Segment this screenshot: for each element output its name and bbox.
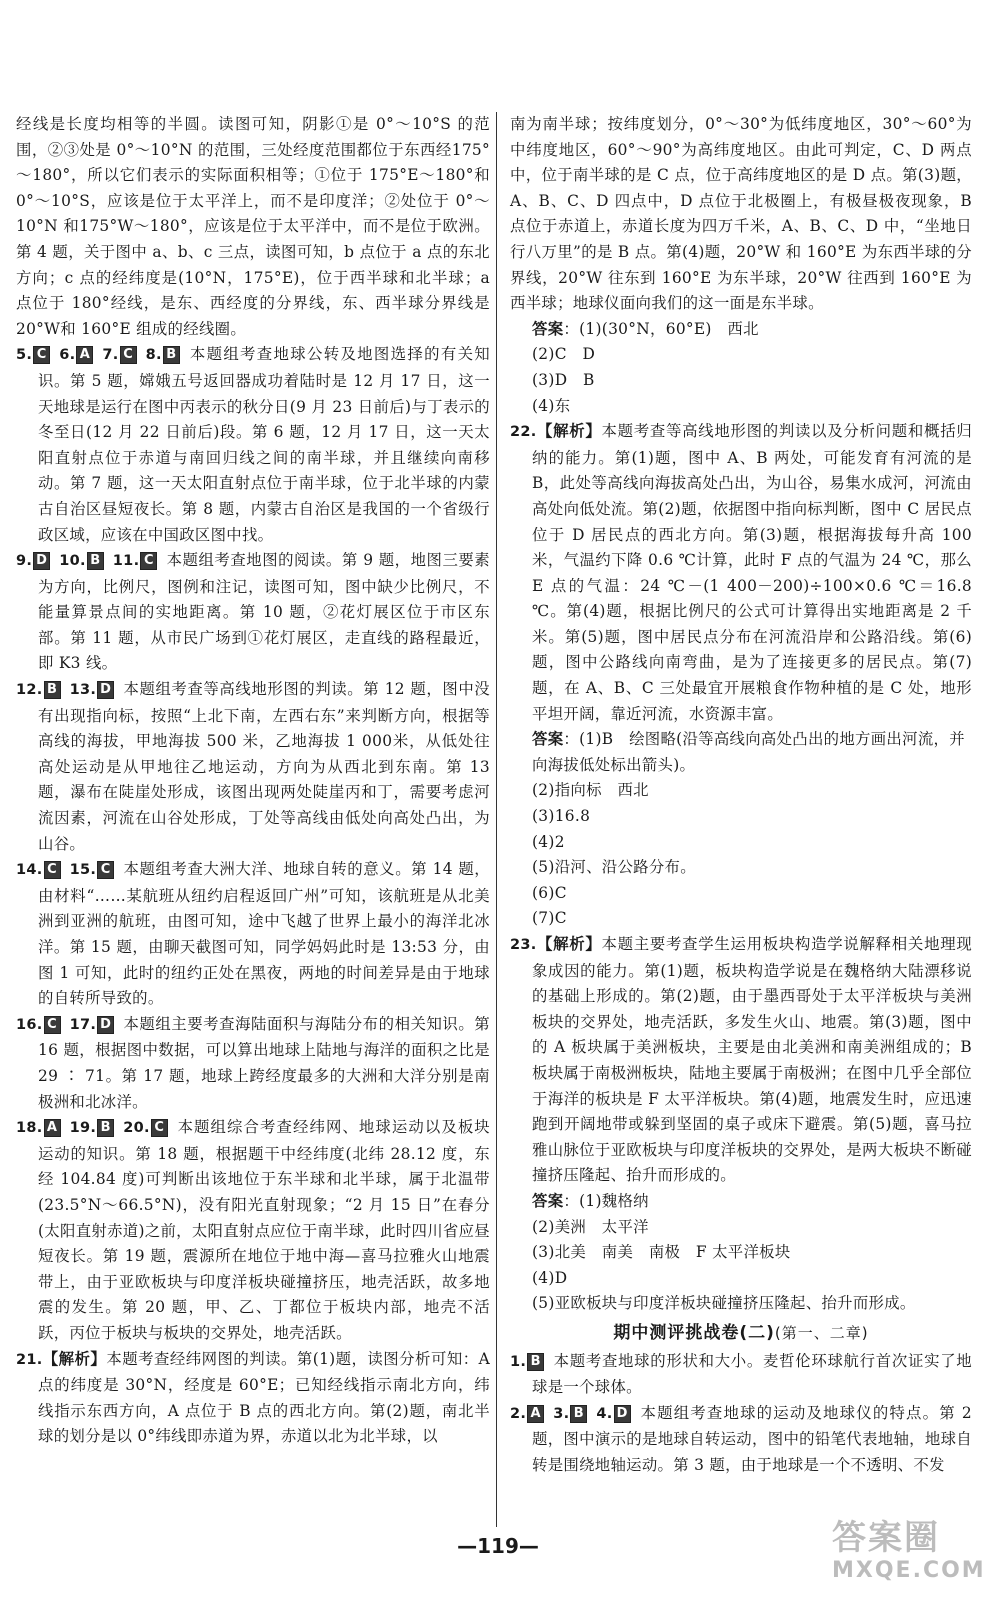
answer-line: (6)C: [532, 883, 567, 902]
answer-choice-box: C: [120, 346, 137, 364]
answer-line: (3)16.8: [532, 807, 591, 826]
answer-choice-box: B: [163, 346, 180, 364]
q21-continued-text: 南为南半球；按纬度划分，0°～30°为低纬度地区，30°～60°为中纬度地区，60°～90°为高纬度地区。由此可判定，C、D 两点中，位于南半球的是 C 点，位于高纬度地区的是 D 点。第(3)题，A、B、C、D 四点中，D 点位于北极圈上，有极昼极夜现象，B 点位于赤道上，赤道长度为四万千米，A、B、C、D 中，“坐地日行八万里”的是 B 点。第(4)题，20°W 和 160°E 为东西半球的分界线，20°W 往东到 160°E 为东半球，20°W 往西到 160°E 为西半球；地球仪面向我们的这一面是东半球。: [510, 115, 972, 313]
answer-line: (4)2: [532, 832, 565, 851]
q23-answer-block: [510, 1189, 972, 1317]
question-number: 3.: [553, 1405, 570, 1422]
entry-text: 本题考查地球的形状和大小。麦哲伦环球航行首次证实了地球是一个球体。: [532, 1351, 972, 1397]
answer-choice-box: A: [527, 1405, 544, 1423]
answer-choice-box: B: [87, 552, 104, 570]
answer-line: (2)指向标 西北: [532, 781, 649, 800]
answer-line: [510, 317, 972, 343]
answer-line: (2)C D: [532, 345, 596, 364]
question-number: 22.: [510, 424, 537, 441]
page-number: —119—: [457, 1534, 539, 1558]
answer-line: (5)沿河、沿公路分布。: [532, 858, 696, 877]
entry-text: 经线是长度均相等的半圆。读图可知，阴影①是 0°～10°S 的范围，②③处是 0°～10°N 的范围，三处经度范围都位于东西经175°～180°，所以它们表示的实际面积相等；①位于 175°E～180°和0°～10°S，应该是位于太平洋上，而不是印度洋；②处位于 0°～10°N 和175°W～180°，应该是位于太平洋中，而不是位于欧洲。第 4 题，关于图中 a、b、c 三点，读图可知，b 点位于 a 点的东北方向；c 点的经纬度是(10°N，175°E)，位于西半球和北半球；a 点位于 180°经线，是东、西经度的分界线，东、西半球分界线是20°W和 160°E 组成的经线圈。: [16, 115, 490, 338]
entry-text: 本题组主要考查海陆面积与海陆分布的相关知识。第 16 题，根据图中数据，可以算出地球上陆地与海洋的面积之比是 29 ∶ 71。第 17 题，地球上跨经度最多的大洲和大洋分别是南极洲和北冰洋。: [38, 1014, 490, 1111]
answer-choice-box: D: [97, 1016, 114, 1034]
entry-text: 本题考查经纬网图的判读。第(1)题，读图分析可知：A 点的纬度是 30°N，经度是 60°E；已知经线指示南北方向，纬线指示东西方向，A 点位于 B 点的西北方向。第(2)题，南北半球的划分是以 0°纬线即赤道为界，赤道以北为北半球，以: [38, 1349, 490, 1446]
answer-text: ：(1)B 绘图略(沿等高线向高处凸出的地方画出河流，并向海拔低处标出箭头)。: [532, 730, 965, 774]
left-entry-5: [16, 1012, 490, 1115]
q22-entry: [510, 419, 972, 727]
question-number: 18.: [16, 1120, 43, 1137]
answer-line: [510, 727, 972, 778]
question-number: 21.: [16, 1351, 43, 1368]
left-entry-1: [16, 342, 490, 548]
question-number: 19.: [69, 1120, 97, 1137]
left-entry-3: [16, 677, 490, 857]
question-number: 14.: [16, 862, 43, 879]
answer-label: 答案: [532, 1191, 564, 1210]
answer-line: (4)东: [532, 396, 571, 415]
answer-choice-box: C: [140, 552, 157, 570]
answer-choice-box: C: [97, 861, 114, 879]
left-entry-0: [16, 112, 490, 342]
answer-choice-box: B: [97, 1119, 114, 1137]
answer-choice-box: A: [76, 346, 93, 364]
question-number: 7.: [102, 347, 119, 364]
entry-text: 本题组综合考查经纬网、地球运动以及板块运动的知识。第 18 题，根据题干中经纬度(北纬 28.12 度，东经 104.84 度)可判断出该地位于东半球和北半球，属于北温带(23.5°N～66.5°N)，没有阳光直射现象；“2 月 15 日”在春分(太阳直射赤道)之前，太阳直射点应位于南半球，此时四川省应昼短夜长。第 19 题，震源所在地位于地中海—喜马拉雅火山地震带上，由于亚欧板块与印度洋板块碰撞挤压，地壳活跃，故多地震的发生。第 20 题，甲、乙、丁都位于板块内部，地壳不活跃，丙位于板块与板块的交界处，地壳活跃。: [38, 1118, 490, 1342]
section-entry-1: [510, 1401, 972, 1479]
question-number: 20.: [123, 1120, 150, 1137]
answer-line: (7)C: [532, 909, 567, 928]
answer-label: 答案: [532, 730, 564, 749]
answer-choice-box: C: [33, 346, 50, 364]
analysis-text: 本题主要考查学生运用板块构造学说解释相关地理现象成因的能力。第(1)题，板块构造学说是在魏格纳大陆漂移说的基础上形成的。第(2)题，由于墨西哥处于太平洋板块与美洲板块的交界处，地壳活跃，多发生火山、地震。第(3)题，图中的 A 板块属于美洲板块，主要是由北美洲和南美洲组成的；B 板块属于南极洲板块，陆地主要属于南极洲；在图中几乎全部位于海洋的板块是 F 太平洋板块。第(4)题，地震发生时，应迅速跑到开阔地带或躲到坚固的桌子或床下避震。第(5)题，喜马拉雅山脉位于亚欧板块与印度洋板块的交界处，是两大板块不断碰撞挤压隆起、抬升而形成的。: [532, 935, 973, 1185]
section-entries: [510, 1349, 972, 1479]
left-entry-2: [16, 548, 490, 677]
analysis-tag: 【解析】: [42, 1349, 107, 1368]
question-number: 12.: [16, 682, 43, 699]
answer-choice-box: D: [33, 552, 50, 570]
watermark-text-en: MXQE.COM: [832, 1558, 986, 1583]
q21-answer-block: [510, 317, 972, 419]
section-title: [510, 1321, 972, 1347]
answer-label: 答案: [532, 319, 564, 338]
left-entry-4: [16, 857, 490, 1012]
entry-text: 本题组考查地球的运动及地球仪的特点。第 2 题，图中演示的是地球自转运动，图中的铅笔代表地轴，地球自转是围绕地轴运动。第 3 题，由于地球是一个不透明、不发: [532, 1403, 972, 1474]
answer-choice-box: A: [44, 1119, 61, 1137]
analysis-text: 本题考查等高线地形图的判读以及分析问题和概括归纳的能力。第(1)题，图中 A、B 两处，可能发育有河流的是 B，此处等高线向海拔高处凸出，为山谷，易集水成河，河流由高处向低处流。第(2)题，依据图中指向标判断，图中 C 居民点位于 D 居民点的西北方向。第(3)题，根据海拔每升高 100 米，气温约下降 0.6 ℃计算，此时 F 点的气温为 24 ℃，那么 E 点的气温：24 ℃－(1 400－200)÷100×0.6 ℃＝16.8 ℃。第(4)题，根据比例尺的公式可计算得出实地距离是 2 千米。第(5)题，图中居民点分布在河流沿岸和公路沿线。第(6)题，图中公路线向南弯曲，是为了连接更多的居民点。第(7)题，在 A、B、C 三处最宜开展粮食作物种植的是 C 处，地形平坦开阔，靠近河流，水资源丰富。: [532, 422, 973, 723]
q22-answer-block: [510, 727, 972, 932]
answer-choice-box: B: [570, 1405, 587, 1423]
question-number: 1.: [510, 1353, 527, 1370]
analysis-tag: 【解析】: [536, 935, 602, 953]
left-entry-6: [16, 1115, 490, 1346]
question-number: 6.: [59, 347, 76, 364]
answer-choice-box: C: [151, 1119, 168, 1137]
right-column: [510, 112, 972, 1478]
q23-entry: [510, 932, 972, 1189]
answer-choice-box: B: [527, 1353, 544, 1371]
question-number: 2.: [510, 1405, 527, 1422]
question-number: 10.: [59, 553, 86, 570]
question-number: 17.: [69, 1016, 97, 1033]
answer-choice-box: C: [44, 1016, 61, 1034]
answer-choice-box: B: [44, 681, 61, 699]
answer-line: (3)D B: [532, 370, 595, 389]
question-number: 5.: [16, 347, 33, 364]
question-number: 11.: [112, 553, 140, 570]
answer-choice-box: D: [614, 1405, 631, 1423]
question-number: 23.: [510, 937, 537, 953]
section-entry-0: [510, 1349, 972, 1401]
answer-text: ：(1)魏格纳: [563, 1191, 649, 1210]
answer-choice-box: D: [97, 681, 114, 699]
left-entry-7: [16, 1347, 490, 1450]
analysis-tag: 【解析】: [536, 422, 602, 441]
left-column: [16, 112, 490, 1450]
entry-text: 本题组考查等高线地形图的判读。第 12 题，图中没有出现指向标，按照“上北下南，左西右东”来判断方向，根据等高线的海拔，甲地海拔 500 米，乙地海拔 1 000米，从低处往高处运动是从甲地往乙地运动，方向为从西北到东南。第 13 题，瀑布在陡崖处形成，该图出现两处陡崖丙和丁，需要考虑河流因素，河流在山谷处形成，丁处等高线由低处向高处凸出，为山谷。: [38, 680, 490, 853]
entry-text: 本题组考查大洲大洋、地球自转的意义。第 14 题，由材料“……某航班从纽约启程返回广州”可知，该航班是从北美洲到亚洲的航班，由图可知，途中飞越了世界上最小的海洋北冰洋。第 15 题，由聊天截图可知，同学妈妈此时是 13:53 分，由图 1 可知，此时的纽约正处在黑夜，两地的时间差异是由于地球的自转所导致的。: [38, 860, 490, 1008]
answer-line: [510, 1189, 972, 1215]
answer-text: ：(1)(30°N，60°E) 西北: [563, 319, 759, 338]
entry-text: 本题组考查地球公转及地图选择的有关知识。第 5 题，嫦娥五号返回器成功着陆时是 12 月 17 日，这一天地球是运行在图中丙表示的秋分日(9 月 23 日前后)与丁表示的冬至日(12 月 22 日前后)段。第 6 题，12 月 17 日，这一天太阳直射点位于赤道与南回归线之间的南半球，并且继续向南移动。第 7 题，这一天太阳直射点位于南半球，位于北半球的内蒙古自治区昼短夜长。第 8 题，内蒙古自治区是我国的一个省级行政区域，应该在中国政区图中找。: [38, 345, 490, 544]
question-number: 4.: [596, 1405, 613, 1422]
answer-choice-box: C: [44, 861, 61, 879]
watermark-text-cn: 答案圈: [832, 1518, 940, 1558]
question-number: 15.: [69, 862, 97, 879]
answer-line: (5)亚欧板块与印度洋板块碰撞挤压隆起、抬升而形成。: [532, 1294, 916, 1313]
question-number: 8.: [145, 347, 162, 364]
answer-line: (2)美洲 太平洋: [532, 1217, 649, 1236]
answer-line: (3)北美 南美 南极 F 太平洋板块: [532, 1243, 791, 1262]
column-divider: [496, 112, 497, 1527]
question-number: 16.: [16, 1016, 43, 1033]
question-number: 13.: [69, 682, 97, 699]
question-number: 9.: [16, 553, 33, 570]
entry-text: 本题组考查地图的阅读。第 9 题，地图三要素为方向，比例尺，图例和注记，读图可知，图中缺少比例尺，不能量算景点间的实地距离。第 10 题，②花灯展区位于市区东部。第 11 题，从市民广场到①花灯展区，走直线的路程最近，即 K3 线。: [38, 551, 490, 673]
watermark-logo: [832, 1518, 986, 1588]
answer-line: (4)D: [532, 1268, 568, 1287]
section-title-main: 期中测评挑战卷(二): [613, 1322, 775, 1343]
section-title-sub: (第一、二章): [774, 1323, 869, 1342]
